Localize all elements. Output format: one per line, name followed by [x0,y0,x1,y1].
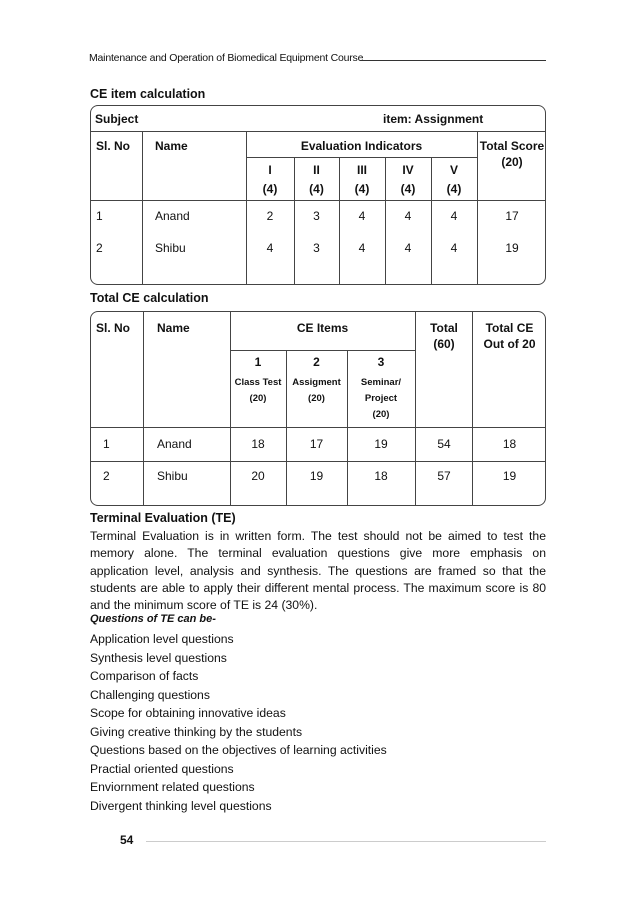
col-slno: Sl. No [96,321,131,335]
table-row-name: Shibu [155,241,186,255]
col-ce-items: CE Items [296,321,349,335]
table-row-score: 17 [309,437,324,451]
list-item: Practial oriented questions [90,761,234,776]
table-row-score: 4 [450,241,458,255]
table-row-name: Shibu [157,469,188,483]
ce-item-3-max: (20) [372,409,390,420]
total-ce-table [90,311,546,506]
ce-item-3-num: 3 [377,355,385,369]
indicator-2-num: II [313,163,320,177]
indicator-3-num: III [356,163,367,177]
table-row-total: 54 [437,437,451,451]
col-name: Name [157,321,190,335]
indicator-2-max: (4) [309,182,324,196]
col-total-ce-sub: Out of 20 [483,337,536,351]
total-ce-title: Total CE calculation [90,291,209,305]
table-row-ce: 19 [502,469,517,483]
indicator-1-max: (4) [262,182,278,196]
ce-items-subdivider [230,350,415,351]
table-row-score: 18 [374,469,388,483]
col-name: Name [155,139,188,153]
indicator-4-max: (4) [400,182,416,196]
col-divider [477,131,478,284]
ce-item-table [90,105,546,285]
col-divider [246,131,247,284]
terminal-title: Terminal Evaluation (TE) [90,511,236,525]
indicator-3-max: (4) [354,182,370,196]
table-row-name: Anand [157,437,192,451]
table-row-ce: 18 [502,437,517,451]
col-total-max: (60) [433,337,455,351]
col-divider [142,131,143,284]
table-row-score: 20 [251,469,265,483]
table-row-score: 19 [309,469,324,483]
list-item: Enviornment related questions [90,780,255,794]
list-item: Questions based on the objectives of learning activities [90,743,387,757]
table-row-sl: 1 [103,437,110,451]
col-total-ce: Total CE [485,321,534,335]
col-divider [143,312,144,505]
list-item: Scope for obtaining innovative ideas [90,706,286,720]
ce-item-3-label2: Project [364,393,398,404]
questions-heading: Questions of TE can be- [90,613,216,625]
col-total-max: (20) [501,155,523,169]
page-number: 54 [120,833,134,847]
header-divider [91,427,545,428]
list-item: Giving creative thinking by the students [90,724,303,739]
subject-label: Subject [95,112,139,126]
table-row-name: Anand [155,209,190,223]
questions-list [90,630,387,815]
col-total: Total [430,321,458,335]
terminal-paragraph: Terminal Evaluation is in written form. The test should not be aimed to test the memory alone. The terminal evaluation questions give more emphasis on application level, analysis and synthesis. The questions are framed so that the students are able to apply their different mental process. The maximum score is 80 and the minimum score of TE is 24 (30%). [90,529,546,613]
table-row-score: 3 [313,209,320,223]
col-indicators: Evaluation Indicators [300,139,423,153]
table-row-total: 57 [437,469,451,483]
table-row-score: 18 [251,437,265,451]
list-item: Application level questions [90,632,234,646]
indicators-subdivider [246,157,477,158]
header-rule [360,60,546,61]
indicator-4-num: IV [402,163,414,177]
list-item: Challenging questions [90,687,210,702]
table-row-score: 4 [358,241,366,255]
list-item: Comparison of facts [90,669,199,683]
col-slno: Sl. No [96,139,131,153]
list-item: Synthesis level questions [90,650,227,665]
ce-item-2-max: (20) [308,393,325,404]
table-row-sl: 2 [96,241,103,255]
indicator-5-num: V [449,163,458,177]
ce-item-1-label: Class Test [234,377,282,388]
row-divider [91,461,545,462]
table-row-score: 19 [374,437,388,451]
list-item: Divergent thinking level questions [90,798,272,813]
table-row-score: 4 [266,241,274,255]
table-row-score: 3 [313,241,320,255]
table-row-total: 19 [505,241,519,255]
ce-item-2-label: Assigment [292,377,341,388]
table-row-score: 4 [404,209,412,223]
item-label: item: Assignment [383,112,484,126]
table-row-sl: 2 [103,469,110,483]
ce-item-1-num: 1 [254,355,262,369]
running-header: Maintenance and Operation of Biomedical Equipment Course [89,52,364,64]
table-row-sl: 1 [96,209,103,223]
footer-rule [146,841,546,842]
col-total: Total Score [479,139,545,153]
indicator-5-max: (4) [446,182,462,196]
table-row-score: 4 [358,209,366,223]
table-row-score: 2 [266,209,274,223]
indicator-1-num: I [268,163,272,177]
table-row-score: 4 [404,241,412,255]
ce-item-title: CE item calculation [90,87,206,101]
ce-item-2-num: 2 [313,355,320,369]
ce-item-3-label: Seminar/ [360,377,402,388]
table-row-total: 17 [505,209,519,223]
ce-item-1-max: (20) [249,393,267,404]
table-row-score: 4 [450,209,458,223]
